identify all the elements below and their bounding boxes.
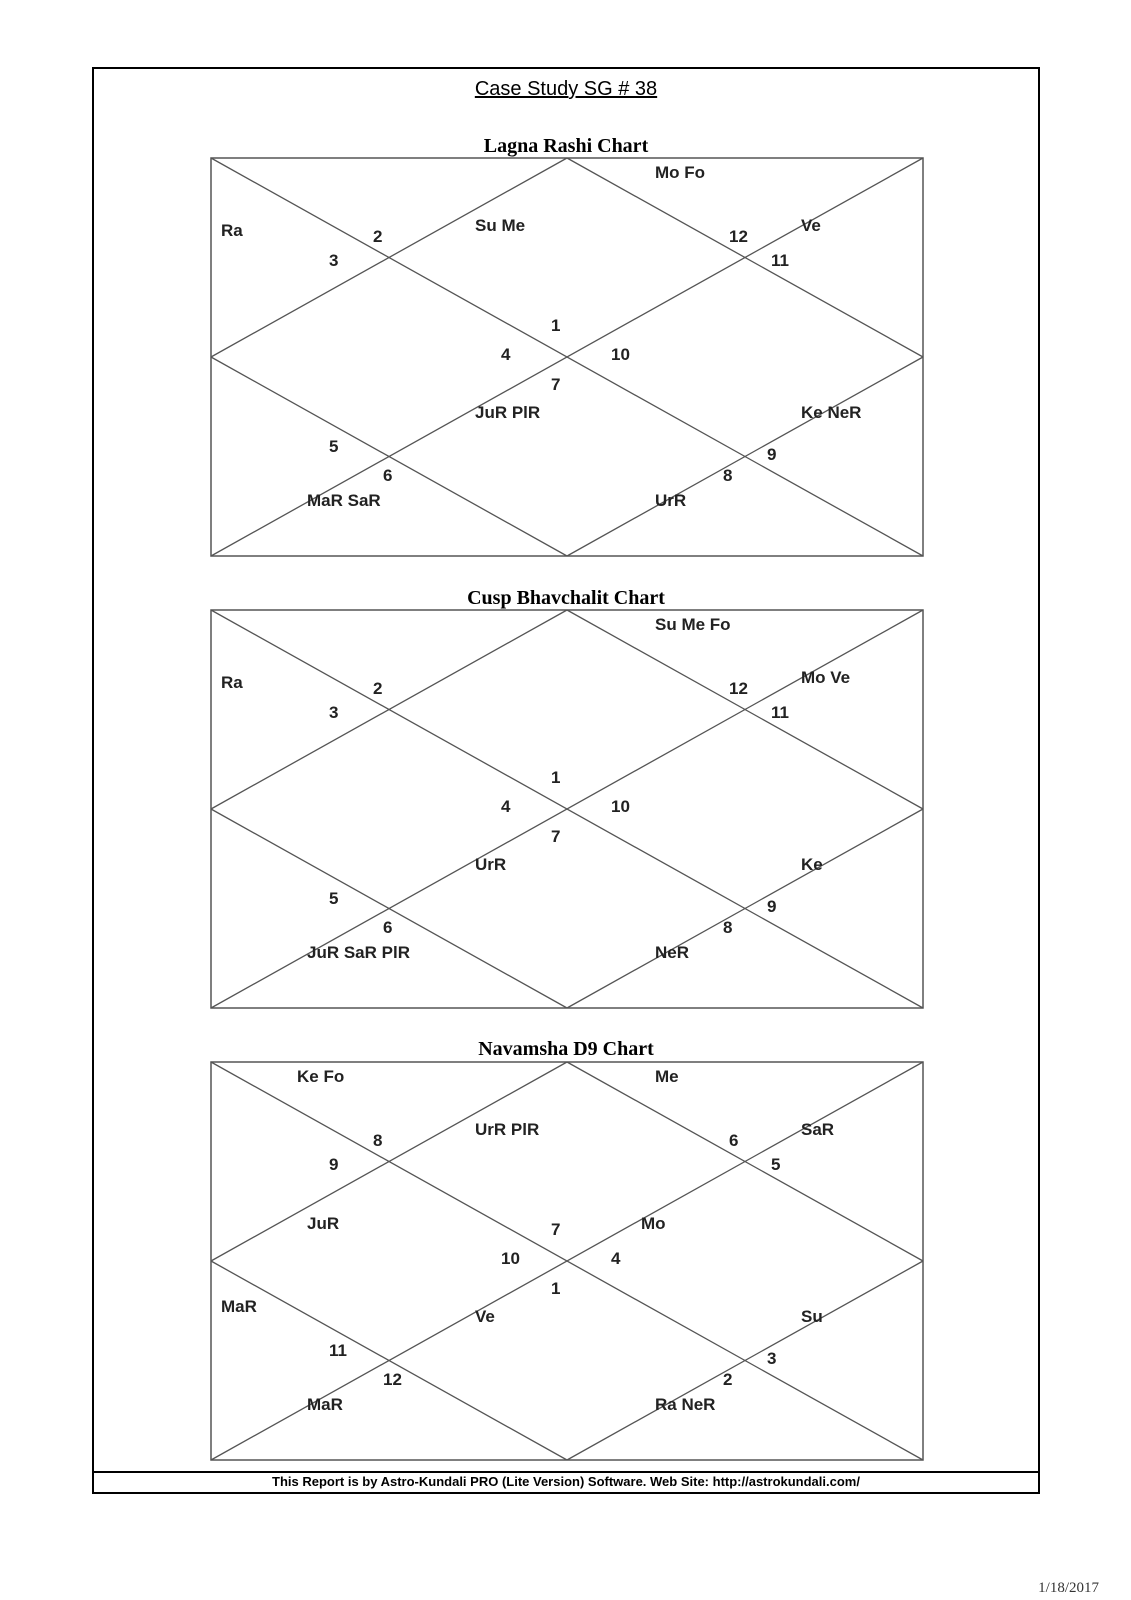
planet-label: JuR PlR	[475, 403, 541, 422]
house-number: 12	[383, 1370, 402, 1389]
chart-title-navamsha-d9: Navamsha D9 Chart	[478, 1038, 654, 1060]
planet-label: NeR	[655, 943, 690, 962]
house-number: 3	[329, 703, 339, 722]
house-number: 3	[329, 251, 339, 270]
planet-label: Su	[801, 1307, 823, 1326]
house-number: 4	[501, 797, 511, 816]
house-number: 7	[551, 375, 561, 394]
planet-label: Su Me	[475, 216, 526, 235]
planet-label: UrR	[655, 491, 687, 510]
planet-label: Mo Ve	[801, 668, 851, 687]
report-title: Case Study SG # 38	[474, 78, 658, 100]
planet-label: Ra	[221, 673, 243, 692]
planet-label: Ve	[475, 1307, 495, 1326]
planet-label: MaR	[221, 1297, 257, 1316]
navamsha-d9-chart	[211, 1062, 923, 1460]
house-number: 1	[551, 316, 561, 335]
planet-label: UrR	[475, 855, 507, 874]
house-number: 6	[383, 466, 393, 485]
house-number: 10	[501, 1249, 520, 1268]
house-number: 11	[329, 1341, 347, 1360]
house-number: 6	[729, 1131, 739, 1150]
house-number: 11	[771, 251, 789, 270]
chart-title-lagna-rashi: Lagna Rashi Chart	[483, 135, 649, 157]
planet-label: Ke	[801, 855, 823, 874]
house-number: 4	[611, 1249, 621, 1268]
house-number: 3	[767, 1349, 777, 1368]
house-number: 12	[729, 227, 748, 246]
house-number: 1	[551, 1279, 561, 1298]
house-number: 10	[611, 797, 630, 816]
footer-text: This Report is by Astro-Kundali PRO (Lite Version) Software. Web Site: http://astrokundali.com/	[272, 1474, 860, 1489]
house-number: 9	[767, 445, 777, 464]
planet-label: Mo Fo	[655, 163, 706, 182]
lagna-rashi-chart	[211, 158, 923, 556]
house-number: 2	[723, 1370, 733, 1389]
planet-label: Mo	[641, 1214, 666, 1233]
house-number: 9	[329, 1155, 339, 1174]
house-number: 9	[767, 897, 777, 916]
planet-label: JuR	[307, 1214, 340, 1233]
house-number: 11	[771, 703, 789, 722]
house-number: 1	[551, 768, 561, 787]
print-date: 1/18/2017	[1038, 1580, 1099, 1596]
house-number: 5	[329, 889, 339, 908]
planet-label: Ra	[221, 221, 243, 240]
house-number: 8	[723, 918, 733, 937]
house-number: 5	[771, 1155, 781, 1174]
planet-label: UrR PlR	[475, 1120, 540, 1139]
planet-label: Ve	[801, 216, 821, 235]
house-number: 7	[551, 827, 561, 846]
house-number: 7	[551, 1220, 561, 1239]
house-number: 6	[383, 918, 393, 937]
house-number: 4	[501, 345, 511, 364]
house-number: 2	[373, 227, 383, 246]
planet-label: Ra NeR	[655, 1395, 716, 1414]
house-number: 5	[329, 437, 339, 456]
house-number: 2	[373, 679, 383, 698]
house-number: 12	[729, 679, 748, 698]
planet-label: Ke NeR	[801, 403, 862, 422]
planet-label: Su Me Fo	[655, 615, 731, 634]
footer-divider	[92, 1471, 1040, 1473]
planet-label: Me	[655, 1067, 679, 1086]
planet-label: MaR	[307, 1395, 343, 1414]
planet-label: Ke Fo	[297, 1067, 345, 1086]
chart-title-cusp-bhavchalit: Cusp Bhavchalit Chart	[467, 587, 665, 609]
planet-label: SaR	[801, 1120, 835, 1139]
house-number: 10	[611, 345, 630, 364]
planet-label: MaR SaR	[307, 491, 381, 510]
house-number: 8	[723, 466, 733, 485]
planet-label: JuR SaR PlR	[307, 943, 410, 962]
house-number: 8	[373, 1131, 383, 1150]
